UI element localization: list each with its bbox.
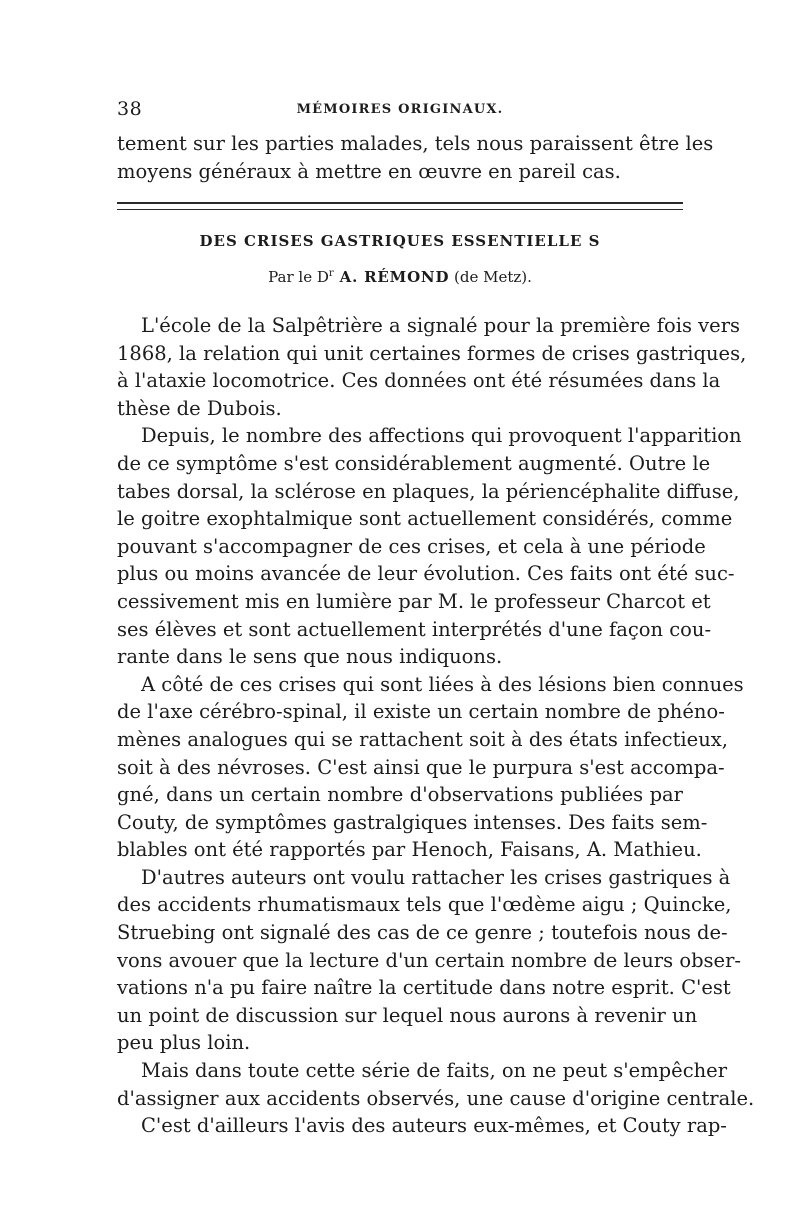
text-line: Depuis, le nombre des affections qui provoquent l'apparition — [141, 424, 742, 448]
text-line: thèse de Dubois. — [117, 396, 282, 420]
text-line: le goitre exophtalmique sont actuellement considérés, comme — [117, 507, 733, 531]
page-header — [117, 98, 683, 124]
text-line: ses élèves et sont actuellement interprétés d'une façon cou- — [117, 617, 712, 641]
text-line: Mais dans toute cette série de faits, on ne peut s'empêcher — [141, 1059, 728, 1083]
byline-suffix: (de Metz). — [449, 268, 532, 286]
text-line: D'autres auteurs ont voulu rattacher les crises gastriques à — [141, 865, 731, 889]
text-line: un point de discussion sur lequel nous aurons à revenir un — [117, 1003, 698, 1027]
byline-sup: r — [328, 268, 334, 279]
text-line: de ce symptôme s'est considérablement augmenté. Outre le — [117, 451, 711, 475]
running-head: MÉMOIRES ORIGINAUX. — [296, 102, 504, 117]
text-line: L'école de la Salpêtrière a signalé pour la première fois vers — [141, 314, 741, 337]
text-line: tabes dorsal, la sclérose en plaques, la périencéphalite diffuse, — [117, 479, 740, 503]
text-line: à l'ataxie locomotrice. Ces données ont été résumées dans la — [117, 369, 721, 393]
text-line: des accidents rhumatismaux tels que l'œdème aigu ; Quincke, — [117, 893, 732, 917]
text-line: pouvant s'accompagner de ces crises, et cela à une période — [117, 534, 706, 558]
text-line: moyens généraux à mettre en œuvre en pareil cas. — [117, 159, 621, 183]
text-line: Struebing ont signalé des cas de ce genre ; toutefois nous de- — [117, 921, 728, 945]
text-line: A côté de ces crises qui sont liées à des lésions bien connues — [141, 672, 744, 696]
continuation-paragraph — [117, 130, 714, 185]
section-divider — [117, 202, 683, 210]
byline-prefix: Par le D — [268, 268, 329, 286]
text-line: de l'axe cérébro-spinal, il existe un certain nombre de phéno- — [117, 700, 725, 724]
text-line: gné, dans un certain nombre d'observations publiées par — [117, 783, 683, 807]
text-line: 1868, la relation qui unit certaines formes de crises gastriques, — [117, 341, 747, 365]
text-line: cessivement mis en lumière par M. le professeur Charcot et — [117, 589, 711, 613]
page-number: 38 — [117, 98, 143, 120]
text-line: soit à des névroses. C'est ainsi que le purpura s'est accompa- — [117, 755, 725, 779]
text-line: peu plus loin. — [117, 1031, 251, 1055]
text-line: vons avouer que la lecture d'un certain nombre de leurs obser- — [117, 948, 742, 972]
article-byline — [117, 268, 683, 286]
text-line: vations n'a pu faire naître la certitude dans notre esprit. C'est — [117, 976, 731, 1000]
article-body — [117, 312, 755, 1140]
text-line: blables ont été rapportés par Henoch, Faisans, A. Mathieu. — [117, 838, 702, 862]
text-line: Couty, de symptômes gastralgiques intenses. Des faits sem- — [117, 810, 708, 834]
text-line: d'assigner aux accidents observés, une cause d'origine centrale. — [117, 1086, 755, 1110]
text-line: mènes analogues qui se rattachent soit à des états infectieux, — [117, 727, 728, 751]
text-line: C'est d'ailleurs l'avis des auteurs eux-mêmes, et Couty rap- — [141, 1114, 727, 1138]
byline-author: A. RÉMOND — [333, 268, 450, 286]
text-line: rante dans le sens que nous indiquons. — [117, 645, 503, 669]
article-title: DES CRISES GASTRIQUES ESSENTIELLE S — [199, 232, 601, 250]
text-line: tement sur les parties malades, tels nous paraissent être les — [117, 132, 714, 155]
text-line: plus ou moins avancée de leur évolution. Ces faits ont été suc- — [117, 562, 735, 586]
